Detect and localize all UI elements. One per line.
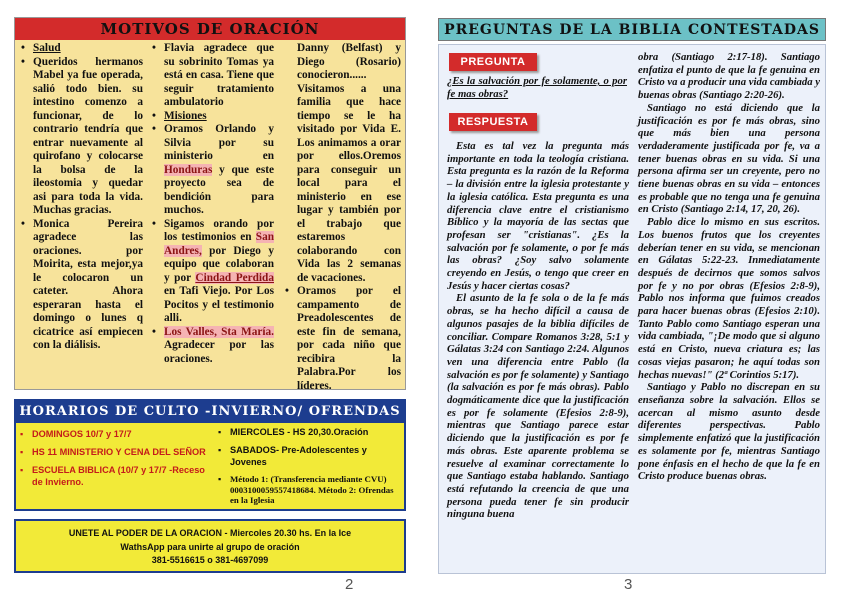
paragraph: Santiago no está diciendo que la justificación es por fe más obras, sino que más bien una persona verdaderamente justificada por fe, va a tener buenas obras en su vida. Si una persona afirma ser un creyente, pero no tiene buenas obras en su vida – entonces es probable que no tenga una fe genuina en Cristo (Santiago 2:14, 17, 20, 26). [638, 101, 820, 216]
list-item: ▪ Método 1: (Transferencia mediante CVU) 0003100059557418684. Método 2: Ofrendas en la Iglesia [216, 474, 402, 506]
respuesta-col-2 [638, 51, 820, 483]
horarios-title: HORARIOS DE CULTO -INVIERNO/ OFRENDAS [16, 401, 404, 423]
list-item: • Flavia agradece que su sobrinito Tomas ya está en casa. Tiene que seguir tratamiento ambulatorio [150, 42, 274, 110]
question: ¿Es la salvación por fe solamente, o por fe mas obras? [447, 75, 627, 100]
respuesta-label: RESPUESTA [449, 113, 537, 131]
highlight-san-andres: San Andres, [164, 231, 274, 257]
list-item: • Queridos hermanos Mabel ya fue operada, salió todo bien. su intestino comenzo a funcionar, de lo contrario tendría que entrar nuevamente al quirofano y colocarse la bolsa de la ileostomia y quedar asi para toda la vida. Muchas gracias. [19, 56, 143, 218]
list-item [19, 42, 143, 56]
list-item: ▪ MIERCOLES - HS 20,30.Oración [216, 426, 402, 438]
salud-heading: Salud [33, 42, 61, 54]
prayer-text: y que este proyecto sea de bendición para muchos. [164, 163, 274, 216]
misiones-heading: Misiones [164, 109, 207, 122]
paragraph: Pablo dice lo mismo en sus escritos. Los buenos frutos que los creyentes deberían tener en su vida, se mencionan en Gálatas 5:22-23. Inmediatamente después de decirnos que somos salvos por fe y no por obras (Efesios 2:8-9), Pablo nos informa que fuimos creados para hacer buenas obras (Efesios 2:10). Tanto Pablo como Santiago esperan una vida cambiada, "¡De modo que si alguno está en Cristo, nueva criatura es; las cosas viejas pasaron; he aquí todas son hechas nuevas!" (2ª Corintios 5:17). [638, 216, 820, 381]
horarios-left-list [18, 428, 213, 494]
unete-banner [14, 519, 406, 573]
respuesta-col-1 [447, 140, 629, 521]
list-item [150, 123, 274, 218]
preguntas-title: PREGUNTAS DE LA BIBLIA CONTESTADAS [438, 18, 826, 41]
prayer-text: en Tafi Viejo. Por Los Pocitos y el testimonio alli. [164, 285, 274, 324]
list-item: ▪ ESCUELA BIBLICA (10/7 y 17/7 -Receso de Invierno. [18, 464, 213, 488]
horarios-panel [14, 399, 406, 511]
paragraph: Esta es tal vez la pregunta más importante en toda la teología cristiana. Esta pregunta es la razón de la Reforma – la división entre la iglesia protestante y la iglesia católica. Esta pregunta es una diferencia clave entre el cristianismo Bíblico y la mayoría de las sectas que profesan ser "cristianas". ¿Es la salvación por fe solamente, o por fe más las obras? ¿Soy salvo solamente creyendo en Jesús, o tengo que creer en Jesús y hacer ciertas cosas? [447, 140, 629, 292]
preguntas-panel [438, 44, 826, 574]
prayer-text: Oramos Orlando y Silvia por su ministerio en [164, 123, 274, 162]
list-item: • Monica Pereira agradece las oraciones. por Moirita, esta mejor,ya le colocaron un cateter. Ahora esperaran hasta el domingo o lunes q cicatrice así empiecen con la diálisis. [19, 218, 143, 353]
motivos-col-3 [283, 42, 401, 393]
motivos-col-1 [19, 42, 143, 353]
horarios-right-list [216, 426, 402, 512]
highlight-honduras: Honduras [164, 163, 213, 176]
list-item: ▪ DOMINGOS 10/7 y 17/7 [18, 428, 213, 440]
list-item [150, 218, 274, 326]
motivos-panel [14, 17, 406, 390]
page-number-left: 2 [345, 576, 354, 593]
paragraph: El asunto de la fe sola o de la fe más obras, se ha hecho difícil a causa de algunos pasajes de la biblia difíciles de conciliar. Compare Romanos 3:28, 5:1 y Gálatas 3:24 con Santiago 2:24. Algunos ven una diferencia entre Pablo (la salvación es por fe solamente) y Santiago (la salvación es por fe más obras). Pablo dogmáticamente dice que la justificación es por fe solamente (Efesios 2:8-9), mientras que Santiago parece estar diciendo que la justificación es por fe más obras. Este aparente problema se resuelve al examinar correctamente lo que Santiago estaba hablando. Santiago está refutando la creencia de que una persona pueda tener fe sin producir ninguna buena [447, 292, 629, 521]
paragraph: Santiago y Pablo no discrepan en su enseñanza sobre la salvación. Ellos se acercan al mismo asunto desde diferentes perspectivas. Pablo simplemente enfatizó que la justificación es solamente por fe, mientras Santiago pone énfasis en el hecho de que la fe en Cristo produce buenas obras. [638, 381, 820, 483]
pregunta-text [447, 75, 627, 100]
page-number-right: 3 [624, 576, 633, 593]
list-item: • Oramos por el campamento de Preadolescentes de este fin de semana, por cada niño que recibira la Palabra.Por los líderes. [283, 285, 401, 393]
motivos-col-2 [150, 42, 274, 366]
prayer-text: Sigamos orando por los testimonios en [164, 217, 274, 243]
prayer-text: Agradecer por las oraciones. [164, 339, 274, 365]
unete-line-1: UNETE AL PODER DE LA ORACION - Miercoles 20.30 hs. En la Ice [68, 528, 352, 538]
highlight-cindad-perdida: Cindad Perdida [195, 271, 274, 284]
unete-phones: 381-5516615 o 381-4697099 [151, 555, 269, 565]
list-item: ▪ HS 11 MINISTERIO Y CENA DEL SEÑOR [18, 446, 213, 458]
prayer-text: por Diego y equipo que colaboran y por [164, 244, 274, 284]
list-item [150, 326, 274, 367]
motivos-title: MOTIVOS DE ORACIÓN [15, 18, 405, 40]
list-item [150, 110, 274, 124]
highlight-los-valles: Los Valles, Sta María. [164, 325, 274, 338]
list-item: Danny (Belfast) y Diego (Rosario) conocieron...... Visitamos a una familia que hace tiempo se le ha visitado por Vida E. Los animamos a orar por ellos.Oremos para conseguir un local para el ministerio en ese lugar y también por el trabajo que estaremos colaborando con Vida las 2 semanas de vacaciones. [297, 42, 401, 284]
pregunta-label: PREGUNTA [449, 53, 537, 71]
list-item: ▪ SABADOS- Pre-Adolescentes y Jovenes [216, 444, 402, 468]
paragraph: obra (Santiago 2:17-18). Santiago enfatiza el punto de que la fe genuina en Cristo va a producir una vida cambiada y buenas obras (Santiago 2:20-26). [638, 51, 820, 102]
unete-line-2: WathsApp para unirte al grupo de oración [120, 541, 300, 552]
